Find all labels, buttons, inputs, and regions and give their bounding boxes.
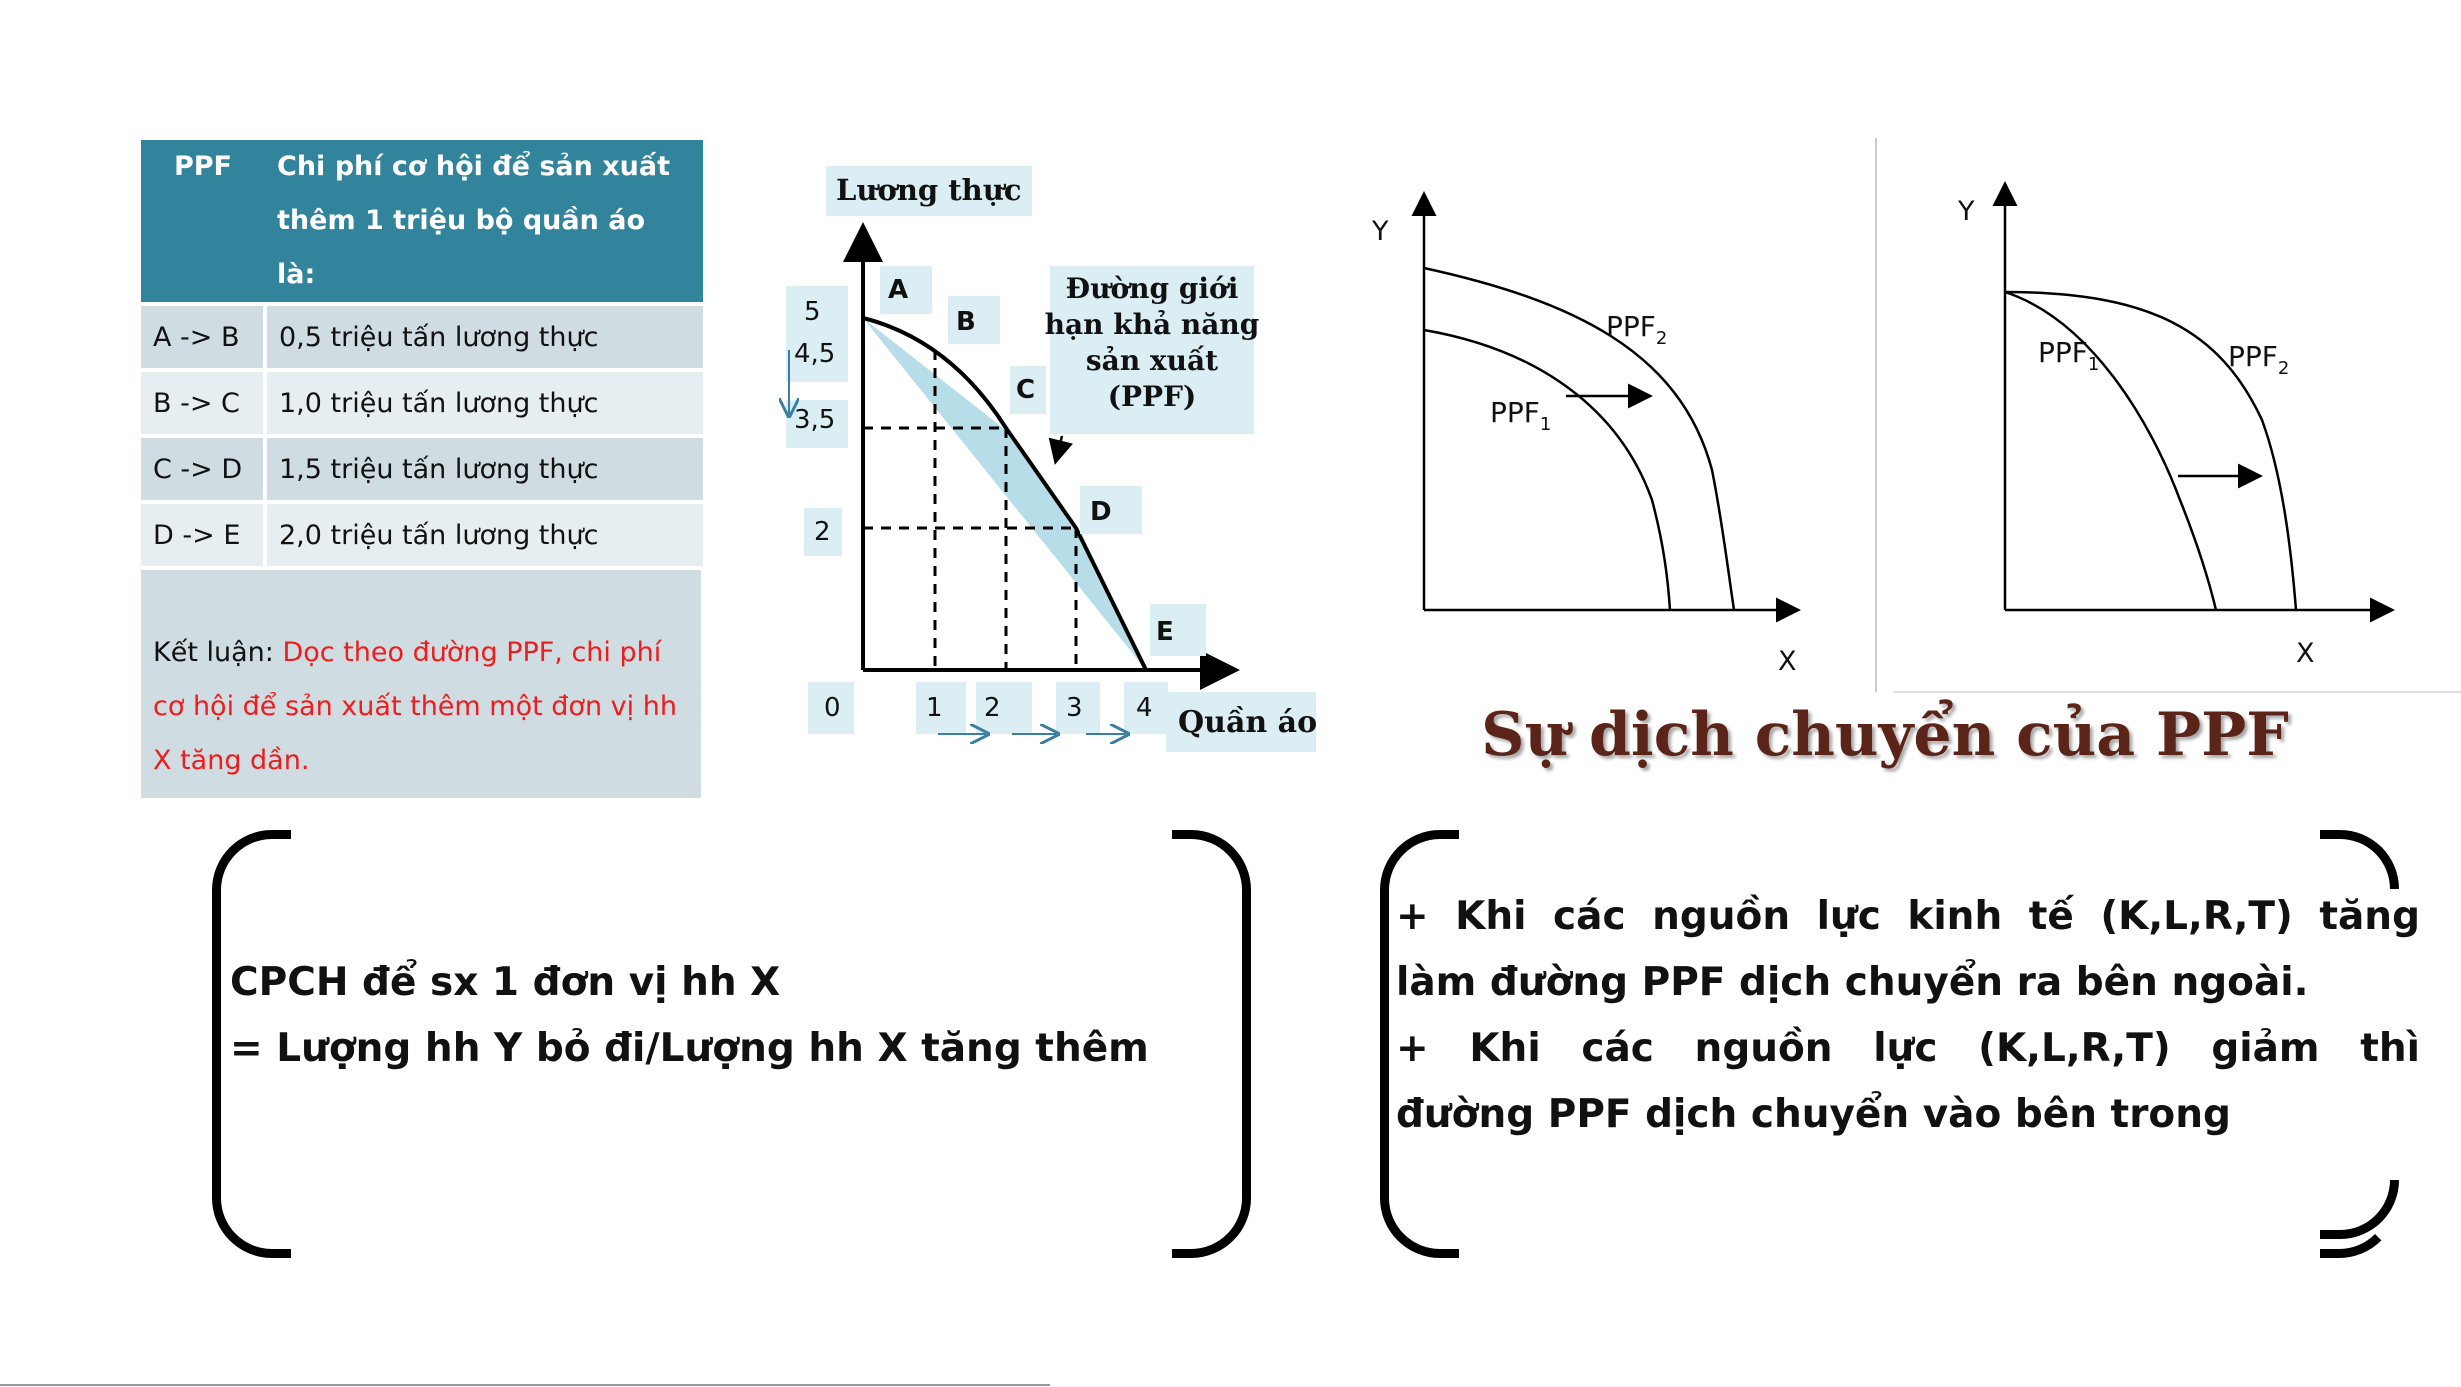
- x-tick-label: 1: [926, 693, 943, 723]
- y-tick-label: 5: [804, 297, 821, 327]
- ppf2-curve: [1424, 268, 1734, 610]
- y-axis-label: Y: [1372, 216, 1389, 247]
- box-left-line: CPCH để sx 1 đơn vị hh X: [230, 960, 781, 1005]
- table-cell: A -> B: [141, 304, 265, 370]
- y-axis-label: Lương thực: [836, 173, 1022, 207]
- callout-line: Đường giới: [1065, 272, 1239, 305]
- box-right-line: đường PPF dịch chuyển vào bên trong: [1396, 1092, 2231, 1137]
- x-tick-label: 4: [1136, 693, 1153, 723]
- point-label: D: [1090, 497, 1112, 527]
- table-cell: 0,5 triệu tấn lương thực: [265, 304, 703, 370]
- x-axis-label: X: [2296, 638, 2315, 669]
- y-tick-labels: [786, 286, 848, 556]
- ppf2-label: $PPF_2$: [1606, 310, 1668, 349]
- point-label: C: [1016, 375, 1036, 405]
- ppf1-label: $PPF_1$: [1490, 396, 1552, 435]
- table-header-cost: Chi phí cơ hội để sản xuất thêm 1 triệu bộ quần áo là:: [265, 140, 703, 304]
- box-left-line: = Lượng hh Y bỏ đi/Lượng hh X tăng thêm: [230, 1026, 1149, 1071]
- table-cell: D -> E: [141, 502, 265, 568]
- ppf1-curve: [2005, 292, 2216, 610]
- x-tick-labels: [808, 682, 1168, 734]
- callout-line: (PPF): [1107, 380, 1197, 413]
- y-tick-label: 2: [814, 517, 831, 547]
- conclusion-label: Kết luận:: [153, 637, 283, 668]
- ppf1-curve: [1424, 330, 1670, 610]
- ppf-diagram: [770, 150, 1330, 770]
- conclusion-text: Dọc theo đường PPF, chi phí cơ hội để sản xuất thêm một đơn vị hh X tăng dần.: [153, 637, 677, 776]
- bracket-right-close-top: [2320, 830, 2399, 889]
- ppf1-label: $PPF_1$: [2038, 336, 2100, 375]
- x-tick-label: 3: [1066, 693, 1083, 723]
- table-cell: 2,0 triệu tấn lương thực: [265, 502, 703, 568]
- y-tick-label: 3,5: [794, 405, 836, 435]
- callout-line: sản xuất: [1085, 344, 1219, 377]
- ppf2-label: $PPF_2$: [2228, 340, 2290, 379]
- table-cell: 1,5 triệu tấn lương thực: [265, 436, 703, 502]
- x-axis-label: Quần áo: [1178, 705, 1318, 740]
- y-axis-label: Y: [1958, 196, 1975, 227]
- table-cell: B -> C: [141, 370, 265, 436]
- x-axis-label: X: [1778, 646, 1797, 677]
- box-right-line: + Khi các nguồn lực kinh tế (K,L,R,T) tăng: [1396, 894, 2420, 939]
- box-right-line: + Khi các nguồn lực (K,L,R,T) giảm thì: [1396, 1026, 2420, 1071]
- table-header-ppf: PPF: [141, 140, 265, 304]
- table-conclusion: [141, 568, 703, 798]
- point-label: A: [888, 275, 909, 305]
- opportunity-cost-table: [141, 140, 705, 798]
- callout-line: hạn khả năng: [1044, 308, 1260, 341]
- shift-title: Sự dịch chuyển của PPF: [1481, 700, 2289, 770]
- table-row: [141, 304, 703, 370]
- x-tick-label: 2: [984, 693, 1001, 723]
- table-row: [141, 502, 703, 568]
- bottom-rule: [0, 1384, 1050, 1386]
- box-right-text: [1396, 884, 2420, 1148]
- table-cell: 1,0 triệu tấn lương thực: [265, 370, 703, 436]
- point-label: E: [1156, 617, 1174, 647]
- table-conclusion-row: [141, 568, 703, 798]
- ppf-shift-diagram-1: [1330, 138, 1880, 698]
- point-label: B: [956, 307, 976, 337]
- ppf-shift-diagram-2: [1890, 138, 2461, 698]
- table-row: [141, 370, 703, 436]
- callout-arrow-icon: [1056, 436, 1062, 460]
- y-tick-label: 4,5: [794, 339, 836, 369]
- x-tick-label: 0: [824, 693, 841, 723]
- table-cell: C -> D: [141, 436, 265, 502]
- box-left-text: [230, 950, 1310, 1082]
- box-right-line: làm đường PPF dịch chuyển ra bên ngoài.: [1396, 960, 2309, 1005]
- table-row: [141, 436, 703, 502]
